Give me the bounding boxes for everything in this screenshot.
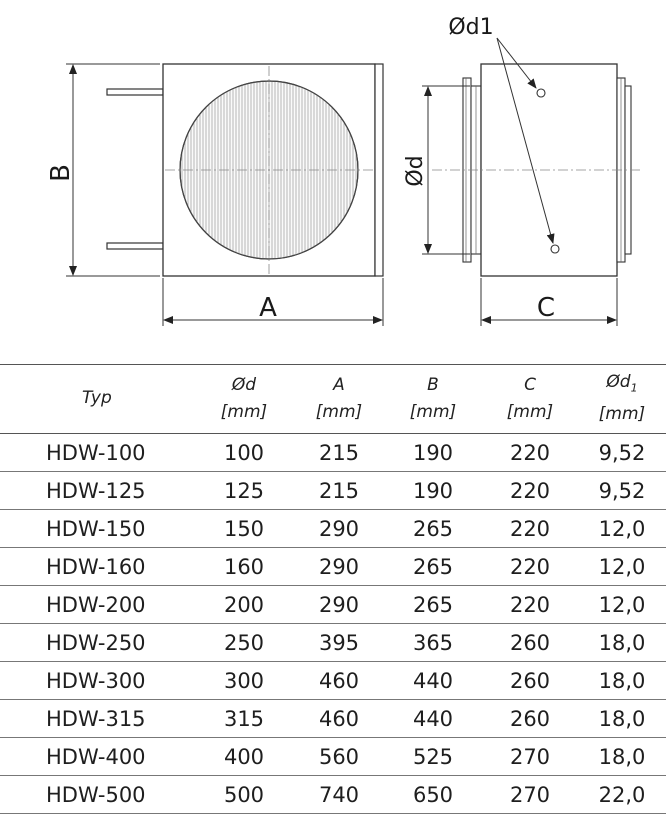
cell-od: 315 <box>194 700 294 738</box>
pipe-stub-top <box>107 89 163 95</box>
dimension-label-c: C <box>536 293 556 323</box>
cell-od1: 9,52 <box>578 434 666 472</box>
cell-od: 400 <box>194 738 294 776</box>
cell-a: 460 <box>294 662 384 700</box>
cell-typ: HDW-400 <box>0 738 194 776</box>
cell-a: 215 <box>294 434 384 472</box>
technical-drawing <box>0 0 666 340</box>
cell-od1: 18,0 <box>578 662 666 700</box>
cell-a: 215 <box>294 472 384 510</box>
table-row <box>0 624 666 662</box>
cell-c: 270 <box>482 776 578 814</box>
cell-a: 290 <box>294 586 384 624</box>
table-row <box>0 434 666 472</box>
cell-typ: HDW-500 <box>0 776 194 814</box>
table-row <box>0 738 666 776</box>
cell-od1: 18,0 <box>578 738 666 776</box>
front-view <box>46 64 383 326</box>
cell-typ: HDW-150 <box>0 510 194 548</box>
cell-a: 560 <box>294 738 384 776</box>
cell-b: 190 <box>384 434 482 472</box>
cell-b: 265 <box>384 586 482 624</box>
cell-typ: HDW-125 <box>0 472 194 510</box>
cell-od1: 18,0 <box>578 624 666 662</box>
pipe-connection-upper <box>537 89 545 97</box>
cell-od: 250 <box>194 624 294 662</box>
cell-od: 500 <box>194 776 294 814</box>
dimension-label-d1: Ød1 <box>448 15 494 40</box>
table-header-row <box>0 365 666 434</box>
cell-typ: HDW-300 <box>0 662 194 700</box>
cell-od1: 18,0 <box>578 700 666 738</box>
table-row <box>0 586 666 624</box>
cell-typ: HDW-250 <box>0 624 194 662</box>
cell-od1: 12,0 <box>578 586 666 624</box>
cell-od: 150 <box>194 510 294 548</box>
cell-c: 270 <box>482 738 578 776</box>
cell-b: 190 <box>384 472 482 510</box>
table-row <box>0 548 666 586</box>
header-typ: Typ <box>0 365 194 434</box>
front-flange <box>375 64 383 276</box>
header-od1: $Ød_1$ [mm] <box>578 365 666 434</box>
side-view <box>403 15 640 326</box>
cell-a: 395 <box>294 624 384 662</box>
cell-typ: HDW-100 <box>0 434 194 472</box>
cell-c: 220 <box>482 548 578 586</box>
cell-c: 220 <box>482 434 578 472</box>
table-row <box>0 510 666 548</box>
pipe-stub-bottom <box>107 243 163 249</box>
cell-od: 125 <box>194 472 294 510</box>
dimension-label-a: A <box>259 293 277 323</box>
cell-a: 740 <box>294 776 384 814</box>
cell-a: 460 <box>294 700 384 738</box>
cell-b: 265 <box>384 510 482 548</box>
cell-b: 440 <box>384 700 482 738</box>
header-a: A [mm] <box>294 365 384 434</box>
cell-od1: 12,0 <box>578 510 666 548</box>
cell-a: 290 <box>294 510 384 548</box>
cell-od: 100 <box>194 434 294 472</box>
cell-od1: 12,0 <box>578 548 666 586</box>
cell-typ: HDW-160 <box>0 548 194 586</box>
cell-c: 220 <box>482 472 578 510</box>
header-c: C [mm] <box>482 365 578 434</box>
cell-od1: 9,52 <box>578 472 666 510</box>
table-row <box>0 472 666 510</box>
pipe-connection-lower <box>551 245 559 253</box>
cell-od1: 22,0 <box>578 776 666 814</box>
cell-b: 440 <box>384 662 482 700</box>
cell-od: 200 <box>194 586 294 624</box>
header-b: B [mm] <box>384 365 482 434</box>
cell-b: 265 <box>384 548 482 586</box>
cell-c: 220 <box>482 586 578 624</box>
cell-b: 365 <box>384 624 482 662</box>
cell-c: 260 <box>482 662 578 700</box>
cell-c: 260 <box>482 700 578 738</box>
dimension-label-b: B <box>46 164 76 182</box>
cell-b: 650 <box>384 776 482 814</box>
specification-table <box>0 364 666 814</box>
cell-typ: HDW-200 <box>0 586 194 624</box>
table-row <box>0 700 666 738</box>
header-od: Ød [mm] <box>194 365 294 434</box>
cell-od: 300 <box>194 662 294 700</box>
cell-typ: HDW-315 <box>0 700 194 738</box>
cell-c: 220 <box>482 510 578 548</box>
cell-c: 260 <box>482 624 578 662</box>
cell-a: 290 <box>294 548 384 586</box>
table-row <box>0 776 666 814</box>
dimension-label-d: Ød <box>403 155 428 187</box>
cell-od: 160 <box>194 548 294 586</box>
table-row <box>0 662 666 700</box>
cell-b: 525 <box>384 738 482 776</box>
